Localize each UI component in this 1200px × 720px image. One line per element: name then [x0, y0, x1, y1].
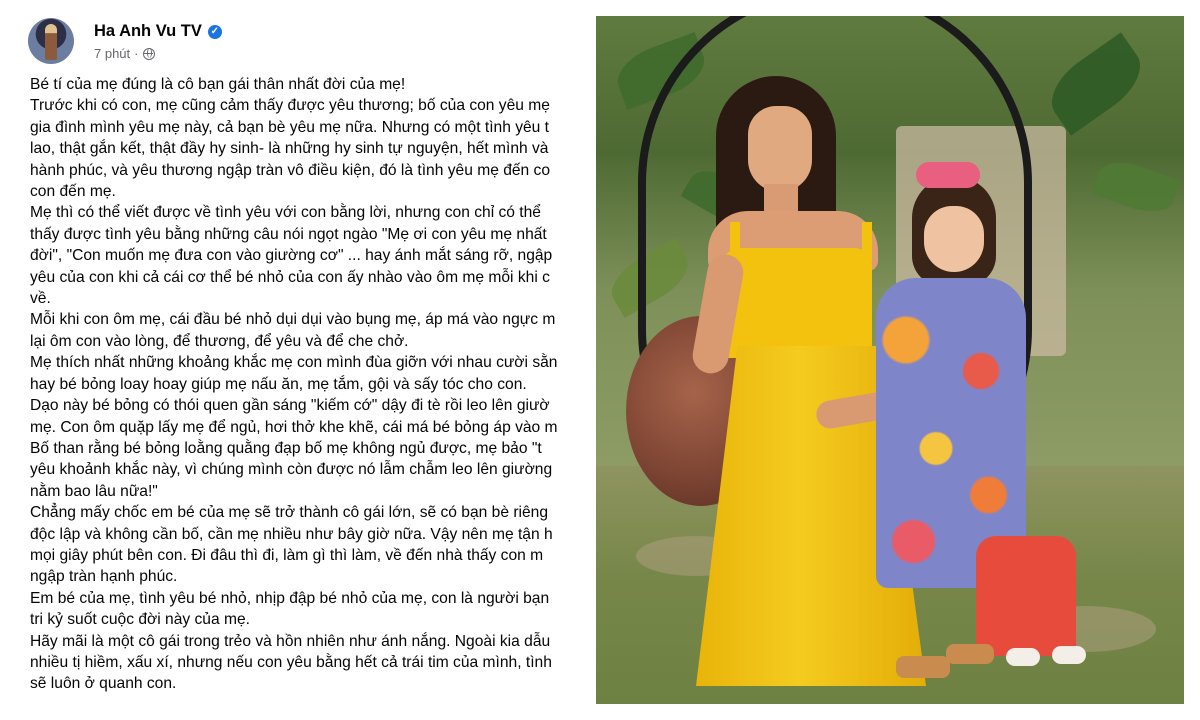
post-line: Bé tí của mẹ đúng là cô bạn gái thân nhất đời của mẹ!: [30, 76, 406, 93]
post-line: Em bé của mẹ, tình yêu bé nhỏ, nhịp đập bé nhỏ của mẹ, con là người bạn: [30, 589, 550, 607]
post-line: thấy được tình yêu bằng những câu nói ngọt ngào "Mẹ ơi con yêu mẹ nhất: [30, 225, 547, 243]
woman-sandal: [946, 644, 994, 664]
post-line: con đến mẹ.: [30, 183, 116, 201]
post-line: đời", "Con muốn mẹ đưa con vào giường cơ" ... hay ánh mắt sáng rỡ, ngập: [30, 247, 553, 265]
yellow-dress-top: [722, 248, 872, 358]
post-line: Mẹ thích nhất những khoảng khắc mẹ con mình đùa giỡn với nhau cười sằn: [30, 354, 558, 372]
post-line: yêu khoảnh khắc này, vì chúng mình còn được nó lẫm chẫm leo lên giường: [30, 461, 553, 479]
post-meta: [94, 46, 155, 61]
post-line: gia đình mình yêu mẹ này, cả bạn bè yêu mẹ nữa. Nhưng có một tình yêu t: [30, 118, 550, 136]
girl-shoe: [1006, 648, 1040, 666]
post-line: mẹ. Con ôm quặp lấy mẹ để ngủ, hơi thở khe khẽ, cái má bé bỏng áp vào m: [30, 418, 558, 436]
post-line: Chẳng mấy chốc em bé của mẹ sẽ trở thành cô gái lớn, sẽ có bạn bè riêng: [30, 504, 549, 522]
post-line: mọi giây phút bên con. Đi đâu thì đi, làm gì thì làm, về đến nhà thấy con m: [30, 546, 544, 564]
post-header: [28, 18, 568, 70]
meta-separator: ·: [134, 46, 139, 61]
author-avatar[interactable]: [28, 18, 74, 64]
post-line: hành phúc, và yêu thương ngập tràn vô điều kiện, đó là tình yêu mẹ đến co: [30, 161, 551, 179]
post-line: độc lập và không cần bố, cần mẹ nhiều như bây giờ nữa. Vậy nên mẹ tận h: [30, 525, 553, 543]
post-line: Hãy mãi là một cô gái trong trẻo và hồn nhiên như ánh nắng. Ngoài kia dẫu: [30, 632, 551, 650]
author-name[interactable]: Ha Anh Vu TV: [94, 22, 202, 40]
post-line: Dạo này bé bỏng có thói quen gần sáng "kiếm cớ" dậy đi tè rồi leo lên giườ: [30, 397, 550, 415]
verified-badge-icon: ✓: [208, 25, 222, 39]
post-line: yêu của con khi cả cái cơ thể bé nhỏ của con ấy nhào vào ôm mẹ mỗi khi c: [30, 268, 550, 286]
avatar-figure: [45, 24, 57, 60]
post-line: lại ôm con vào lòng, để thương, để yêu và để che chở.: [30, 332, 409, 350]
post-line: ngập tràn hạnh phúc.: [30, 568, 178, 586]
post-time[interactable]: 7 phút: [94, 46, 131, 61]
post-line: nằm bao lâu nữa!": [30, 482, 158, 500]
author-line: [94, 22, 222, 41]
pink-hair-bow: [916, 162, 980, 188]
post-photo[interactable]: [596, 16, 1184, 704]
facebook-post: [16, 14, 580, 704]
post-line: Mỗi khi con ôm mẹ, cái đầu bé nhỏ dụi dụi vào bụng mẹ, áp má vào ngực m: [30, 311, 556, 329]
woman-sandal: [896, 656, 950, 678]
post-line: hay bé bỏng loay hoay giúp mẹ nấu ăn, mẹ tắm, gội và sấy tóc cho con.: [30, 375, 527, 393]
post-line: về.: [30, 290, 51, 308]
woman-face: [748, 106, 812, 192]
post-line: tri kỷ suốt cuộc đời này của mẹ.: [30, 611, 250, 629]
post-line: sẽ luôn ở quanh con.: [30, 675, 177, 693]
post-line: nhiều tị hiềm, xấu xí, nhưng nếu con yêu bằng hết cả trái tim của mình, tình: [30, 653, 552, 671]
girl-shoe: [1052, 646, 1086, 664]
background-leaf: [1091, 154, 1181, 221]
post-text: [30, 74, 580, 695]
post-line: lao, thật gắn kết, thật đầy hy sinh- là những hy sinh tự nguyện, hết mình và: [30, 140, 549, 158]
globe-icon[interactable]: [143, 48, 155, 60]
girl-face: [924, 206, 984, 272]
red-pants: [976, 536, 1076, 656]
background-leaf: [1039, 32, 1153, 135]
post-line: Mẹ thì có thể viết được về tình yêu với con bằng lời, nhưng con chỉ có thể: [30, 204, 541, 222]
post-line: Bố than rằng bé bỏng loằng quằng đạp bố mẹ không ngủ được, mẹ bảo "t: [30, 439, 542, 457]
post-line: Trước khi có con, mẹ cũng cảm thấy được yêu thương; bố của con yêu mẹ: [30, 97, 550, 115]
